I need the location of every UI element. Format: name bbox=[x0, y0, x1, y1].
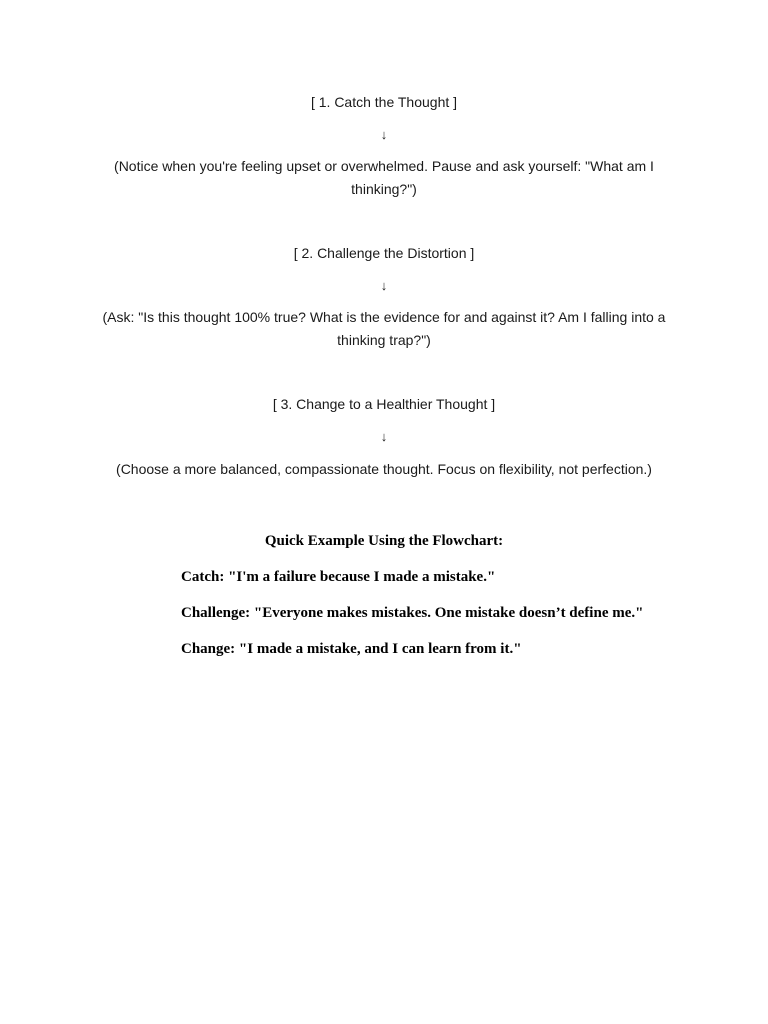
step-2-title: [ 2. Challenge the Distortion ] bbox=[293, 245, 475, 261]
example-challenge-line: Challenge: "Everyone makes mistakes. One mistake doesn’t define me." bbox=[181, 605, 644, 621]
example-heading: Quick Example Using the Flowchart: bbox=[264, 533, 504, 549]
step-3-arrow-icon: ↓ bbox=[380, 429, 388, 444]
step-3-description: (Choose a more balanced, compassionate thought. Focus on flexibility, not perfection.) bbox=[116, 461, 652, 477]
step-1-arrow-icon: ↓ bbox=[380, 127, 388, 142]
step-2-arrow-icon: ↓ bbox=[380, 278, 388, 293]
example-change-line: Change: "I made a mistake, and I can learn from it." bbox=[181, 641, 522, 657]
step-2-description: (Ask: "Is this thought 100% true? What is the evidence for and against it? Am I falling into a thinking trap?") bbox=[102, 309, 666, 348]
step-3-title: [ 3. Change to a Healthier Thought ] bbox=[272, 396, 496, 412]
step-1-description: (Notice when you're feeling upset or overwhelmed. Pause and ask yourself: "What am I thinking?") bbox=[114, 158, 654, 197]
example-catch-line: Catch: "I'm a failure because I made a mistake." bbox=[181, 569, 496, 585]
step-1-title: [ 1. Catch the Thought ] bbox=[310, 94, 458, 110]
